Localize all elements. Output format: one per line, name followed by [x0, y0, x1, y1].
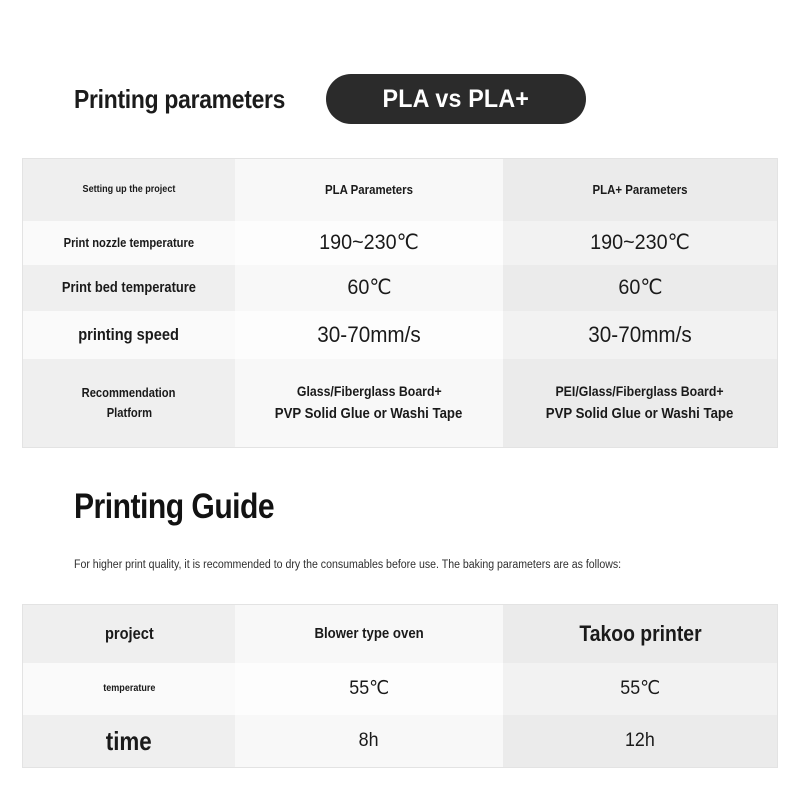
row-value-pla-printing-speed: 30-70mm/s — [235, 311, 503, 359]
header-cell-pla: PLA Parameters — [235, 159, 503, 221]
row-label-recommendation-platform: Recommendation Platform — [82, 384, 176, 420]
row-label-printing-speed: printing speed — [78, 325, 180, 345]
row-label-temperature: temperature — [102, 682, 156, 695]
header-cell-blower-oven: Blower type oven — [235, 605, 503, 663]
row-label-bed-temperature: Print bed temperature — [61, 278, 197, 296]
printing-guide-title: Printing Guide — [74, 487, 275, 526]
row-label-nozzle-temperature: Print nozzle temperature — [63, 234, 195, 250]
header-cell-project: project — [104, 624, 154, 644]
table-row — [23, 265, 777, 311]
printing-parameters-header — [74, 74, 586, 124]
header-cell-takoo-printer: Takoo printer — [503, 605, 777, 663]
row-value-plaplus-nozzle-temperature: 190~230℃ — [503, 221, 777, 265]
row-value-plaplus-recommendation-platform: PEI/Glass/Fiberglass Board+ PVP Solid Glue or Washi Tape — [503, 359, 777, 447]
row-value-printer-time: 12h — [503, 715, 777, 767]
table-row — [23, 715, 777, 767]
row-value-plaplus-printing-speed: 30-70mm/s — [503, 311, 777, 359]
table-header-row — [23, 605, 777, 663]
page-title: Printing parameters — [74, 83, 286, 114]
row-value-pla-nozzle-temperature: 190~230℃ — [235, 221, 503, 265]
row-value-pla-bed-temperature: 60℃ — [235, 265, 503, 311]
comparison-badge — [326, 74, 586, 124]
printing-guide-description: For higher print quality, it is recommended to dry the consumables before use. The baking parameters are as follows: — [74, 559, 622, 571]
row-value-plaplus-bed-temperature: 60℃ — [503, 265, 777, 311]
printing-parameters-table — [22, 158, 778, 448]
row-value-oven-time: 8h — [235, 715, 503, 767]
row-value-oven-temperature: 55℃ — [235, 663, 503, 715]
table-row — [23, 311, 777, 359]
table-row — [23, 221, 777, 265]
table-row — [23, 663, 777, 715]
table-header-row — [23, 159, 777, 221]
table-row — [23, 359, 777, 447]
header-cell-project: Setting up the project — [82, 183, 176, 196]
comparison-badge-label: PLA vs PLA+ — [382, 84, 530, 113]
row-value-pla-recommendation-platform: Glass/Fiberglass Board+ PVP Solid Glue or Washi Tape — [235, 359, 503, 447]
row-value-printer-temperature: 55℃ — [503, 663, 777, 715]
baking-parameters-table — [22, 604, 778, 768]
header-cell-plaplus: PLA+ Parameters — [503, 159, 777, 221]
row-label-time: time — [106, 725, 152, 756]
